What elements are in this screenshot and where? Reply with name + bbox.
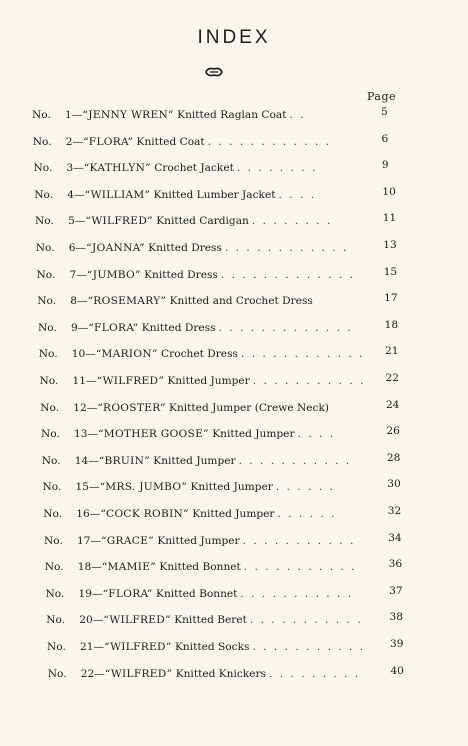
index-entry	[34, 187, 316, 203]
entry-no-label: No.	[38, 321, 57, 334]
entry-page-number: 21	[385, 345, 399, 358]
entry-dot-leader: . . . . . .	[277, 508, 337, 520]
entry-pattern-name: “WILFRED”	[85, 215, 153, 228]
entry-pattern-name: “COCK ROBIN”	[100, 508, 189, 520]
entry-pattern-name: “WILFRED”	[104, 641, 172, 653]
entry-pattern-name: “JENNY WREN”	[82, 109, 174, 121]
entry-number: 18—	[77, 561, 102, 574]
entry-dot-leader: . . . . . . . . . . . . .	[218, 321, 353, 334]
entry-number: 6—	[68, 242, 87, 254]
entry-dot-leader: . . . . . . . .	[236, 162, 318, 175]
entry-pattern-name: “ROSEMARY”	[87, 295, 167, 308]
entry-description: Knitted Jumper	[208, 428, 295, 441]
entry-page-number: 13	[383, 239, 397, 251]
entry-description: Knitted Jumper	[149, 454, 236, 467]
entry-dot-leader: . . . . . . . . . . .	[242, 534, 356, 547]
entry-description: Knitted Bonnet	[152, 587, 238, 600]
entry-description: Knitted Coat	[133, 135, 205, 148]
entry-description: Knitted Dress	[138, 321, 216, 334]
entry-description: Knitted and Crochet Dress	[166, 295, 313, 308]
entry-description: Knitted Bonnet	[156, 561, 241, 574]
entry-dot-leader: . . . . . . . . . . . .	[240, 348, 365, 361]
entry-description: Knitted Knickers	[172, 667, 267, 680]
entry-pattern-name: “GRACE”	[101, 534, 154, 547]
entry-no-label: No.	[37, 295, 57, 308]
index-entry	[37, 293, 313, 309]
entry-number: 17—	[77, 534, 102, 547]
entry-number: 10—	[71, 348, 96, 361]
entry-no-label: No.	[41, 428, 60, 441]
entry-pattern-name: “ROOSTER”	[97, 401, 166, 414]
entry-no-label: No.	[35, 242, 55, 254]
index-entry	[46, 586, 354, 602]
entry-dot-leader: . . . . . . . .	[251, 215, 333, 228]
entry-number: 2—	[65, 135, 84, 148]
index-entry	[34, 160, 318, 176]
entry-dot-leader: . . . . . . . . . . .	[243, 561, 357, 574]
entry-no-label: No.	[47, 667, 67, 680]
index-entry	[47, 639, 365, 655]
entry-dot-leader: . . . . . . . . . . .	[252, 375, 366, 387]
index-entry	[40, 400, 329, 416]
entry-dot-leader: . . . . . . . . .	[269, 667, 361, 680]
entry-description: Crochet Jacket	[150, 162, 234, 175]
entry-pattern-name: “FLORA”	[88, 321, 139, 334]
entry-no-label: No.	[45, 587, 65, 600]
entry-number: 11—	[72, 375, 97, 387]
entry-no-label: No.	[38, 348, 58, 361]
entry-number: 3—	[66, 162, 84, 175]
entry-no-label: No.	[46, 614, 66, 627]
entry-pattern-name: “FLORA”	[83, 135, 134, 148]
entry-number: 20—	[79, 614, 104, 627]
index-entry	[45, 559, 357, 575]
page-title: INDEX	[197, 27, 271, 48]
entry-page-number: 32	[387, 505, 402, 517]
index-entry	[38, 320, 353, 336]
entry-dot-leader: . . . . . .	[275, 481, 335, 494]
entry-no-label: No.	[34, 188, 54, 201]
entry-number: 21—	[80, 641, 105, 653]
entry-number: 15—	[75, 481, 100, 494]
entry-page-number: 24	[385, 398, 400, 411]
entry-pattern-name: “MARION”	[95, 348, 158, 361]
entry-no-label: No.	[44, 561, 64, 574]
entry-pattern-name: “WILFRED”	[104, 667, 173, 680]
entry-number: 13—	[74, 428, 99, 441]
entry-pattern-name: “JUMBO”	[86, 268, 141, 281]
entry-pattern-name: “MOTHER GOOSE”	[98, 428, 209, 441]
entry-description: Knitted Jumper	[153, 534, 240, 547]
index-entry	[43, 479, 335, 495]
entry-number: 7—	[69, 268, 87, 281]
index-entry	[48, 666, 361, 682]
entry-dot-leader: . . . . . . . . . . .	[249, 614, 363, 627]
ornament-icon	[204, 66, 224, 78]
index-entry	[44, 533, 355, 549]
entry-no-label: No.	[41, 454, 61, 467]
entry-dot-leader: . . . . . . . . . . . .	[224, 242, 349, 254]
entry-page-number: 39	[390, 638, 404, 650]
entry-description: Knitted Jumper	[164, 375, 250, 387]
entry-number: 12—	[73, 401, 98, 414]
entry-description: Crochet Dress	[157, 348, 238, 361]
entry-page-number: 30	[387, 478, 401, 491]
index-entry	[46, 612, 362, 628]
entry-description: Knitted Dress	[144, 242, 222, 254]
entry-pattern-name: “FLORA”	[102, 587, 153, 600]
entry-page-number: 40	[390, 664, 404, 677]
index-entry	[37, 267, 356, 283]
entry-no-label: No.	[33, 162, 53, 175]
entry-page-number: 28	[386, 451, 401, 464]
entry-no-label: No.	[43, 508, 63, 520]
entry-description: Knitted Socks	[171, 641, 250, 653]
entry-no-label: No.	[47, 641, 66, 653]
entry-page-number: 38	[389, 611, 404, 624]
entry-description: Knitted Dress	[140, 268, 218, 281]
entry-page-number: 18	[384, 318, 399, 331]
entry-pattern-name: “MAMIE”	[101, 561, 157, 574]
entry-number: 1—	[65, 109, 83, 121]
entry-description: Knitted Jumper	[188, 508, 275, 520]
entry-pattern-name: “WILLIAM”	[84, 188, 151, 201]
entry-number: 4—	[67, 188, 85, 201]
index-entry	[36, 240, 349, 256]
entry-number: 5—	[68, 215, 86, 228]
entry-no-label: No.	[40, 401, 60, 414]
entry-page-number: 22	[385, 372, 399, 384]
entry-no-label: No.	[39, 375, 59, 387]
entry-pattern-name: “BRUIN”	[98, 454, 150, 467]
entry-no-label: No.	[35, 215, 54, 228]
entry-page-number: 17	[384, 292, 398, 305]
entry-description: Knitted Jumper (Crewe Neck)	[165, 401, 329, 414]
entry-dot-leader: . . . . . . . . . . .	[240, 587, 354, 600]
entry-page-number: 36	[388, 558, 403, 571]
entry-pattern-name: “KATHLYN”	[83, 162, 151, 175]
entry-number: 16—	[76, 508, 101, 520]
entry-dot-leader: . . . . . . . . . . .	[238, 454, 352, 467]
entry-page-number: 9	[381, 159, 389, 172]
index-entry	[35, 213, 332, 229]
entry-page-number: 10	[382, 185, 396, 198]
index-entry	[33, 134, 331, 150]
entry-pattern-name: “WILFRED”	[96, 375, 165, 387]
entry-dot-leader: . . . . . . . . . . . .	[207, 135, 332, 148]
index-entry	[39, 346, 365, 362]
entry-description: Knitted Cardigan	[152, 215, 249, 228]
entry-no-label: No.	[36, 268, 56, 281]
entry-page-number: 11	[382, 212, 397, 225]
entry-number: 14—	[74, 454, 99, 467]
entry-no-label: No.	[42, 481, 62, 494]
entry-page-number: 26	[386, 425, 400, 438]
entry-page-number: 6	[381, 132, 389, 145]
entry-dot-leader: . .	[289, 109, 306, 121]
index-entry	[42, 453, 352, 469]
entry-description: Knitted Lumber Jacket	[150, 188, 276, 201]
entry-number: 22—	[80, 667, 105, 680]
entry-no-label: No.	[32, 109, 51, 121]
entry-description: Knitted Jumper	[187, 481, 273, 494]
entry-page-number: 15	[383, 265, 398, 278]
index-entry	[43, 506, 336, 522]
index-entry	[32, 107, 306, 123]
entry-number: 8—	[70, 295, 88, 308]
index-entry	[41, 426, 335, 442]
index-entry	[40, 373, 366, 389]
entry-number: 19—	[78, 587, 103, 600]
entry-pattern-name: “MRS. JUMBO”	[99, 481, 188, 494]
entry-dot-leader: . . . .	[297, 428, 336, 441]
entry-pattern-name: “JOANNA”	[86, 242, 145, 254]
entry-description: Knitted Raglan Coat	[173, 109, 287, 121]
entry-page-number: 37	[389, 584, 403, 597]
entry-pattern-name: “WILFRED”	[103, 614, 171, 627]
page-column-label: Page	[367, 90, 397, 103]
entry-no-label: No.	[32, 135, 52, 148]
entry-no-label: No.	[44, 534, 63, 547]
entry-number: 9—	[71, 321, 89, 334]
entry-dot-leader: . . . . . . . . . . .	[252, 641, 366, 653]
entry-dot-leader: . . . .	[278, 188, 317, 201]
entry-page-number: 5	[381, 106, 388, 118]
entry-description: Knitted Beret	[170, 614, 247, 627]
entry-dot-leader: . . . . . . . . . . . . .	[220, 268, 356, 281]
entry-page-number: 34	[388, 531, 402, 544]
